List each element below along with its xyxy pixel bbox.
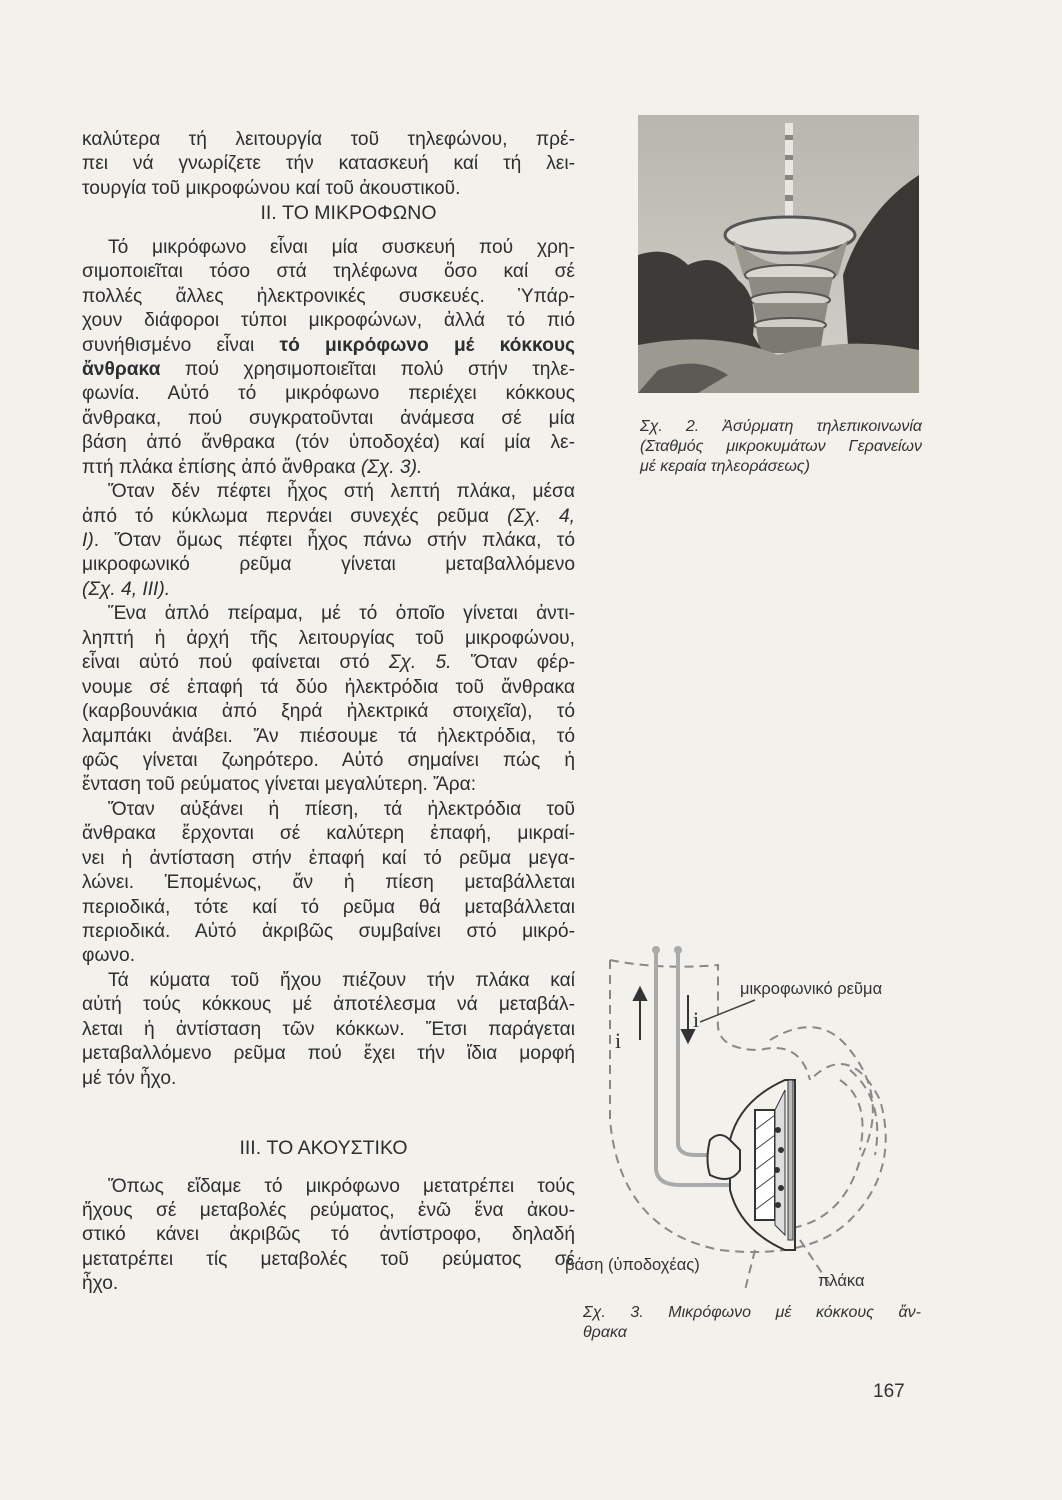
- label-current-i: i: [615, 1028, 622, 1053]
- figure-2-caption: [640, 417, 922, 477]
- text-line: Ὅταν αὐξάνει ἡ πίεση, τά ἠλεκτρόδια τοῦ: [108, 798, 575, 820]
- bold-term: τό μικρόφωνο μέ κόκκους: [279, 334, 575, 356]
- text-line: μέ τόν ἦχο.: [82, 1067, 177, 1089]
- text-line: μικροφωνικό ρεῦμα γίνεται μεταβαλλόμενο: [82, 554, 575, 576]
- text-line: Τά κύματα τοῦ ἤχου πιέζουν τήν πλάκα καί: [108, 969, 575, 991]
- text-span: πού χρησιμοποιεῖται πολύ στήν τηλε-: [160, 358, 575, 380]
- text-line: [82, 529, 575, 553]
- section-heading-microphone: II. ΤΟ ΜΙΚΡΟΦΩΝΟ: [260, 202, 437, 225]
- text-line: λεται ἡ ἀντίσταση τῶν κόκκων. Ἔτσι παράγεται: [82, 1018, 575, 1040]
- text-line: περιοδικά, τότε καί τό ρεῦμα θά μεταβάλλεται: [82, 896, 575, 918]
- text-line: περιοδικά. Αὐτό ἀκριβῶς συμβαίνει στό μικρό-: [82, 921, 575, 942]
- text-line: Ἕνα ἁπλό πείραμα, μέ τό ὁποῖο γίνεται ἀντι-: [108, 603, 575, 625]
- figure-reference: (Σχ. 4,: [507, 505, 575, 527]
- text-span: εἶναι αὐτό πού φαίνεται στό: [82, 652, 389, 674]
- main-text-column: [82, 128, 575, 1297]
- text-line: σιμοποιεῖται τόσο στά τηλέφωνα ὅσο καί σέ: [82, 261, 575, 283]
- text-line: φωνία. Αὐτό τό μικρόφωνο περιέχει κόκκους: [82, 383, 575, 405]
- caption-line: Σχ. 3. Μικρόφωνο μέ κόκκους ἄν-: [583, 1304, 921, 1321]
- text-line: [82, 456, 575, 480]
- label-plate: πλάκα: [818, 1272, 865, 1290]
- text-line: [82, 651, 575, 675]
- label-current-i: i: [693, 1007, 700, 1032]
- text-line: βάση ἀπό ἄνθρακα (τόν ὑποδοχέα) καί μία λε-: [82, 432, 575, 454]
- text-span: ἀπό τό κύκλωμα περνάει συνεχές ρεῦμα: [82, 505, 508, 527]
- text-line: λαμπάκι ἀνάβει. Ἄν πιέσουμε τά ἠλεκτρόδια, τό: [82, 725, 575, 747]
- text-line: λώνει. Ἑπομένως, ἄν ἡ πίεση μεταβάλλεται: [82, 872, 575, 894]
- text-line: [82, 358, 575, 382]
- section-heading-earpiece: III. ΤΟ ΑΚΟΥΣΤΙΚΟ: [239, 1137, 408, 1160]
- figure-reference: I): [82, 530, 94, 551]
- text-line: στικό κάνει ἀκριβῶς τό ἀντίστροφο, δηλαδή: [82, 1224, 575, 1246]
- text-line: νει ἡ ἀντίσταση στήν ἐπαφή καί τό ρεῦμα μεγα-: [82, 847, 575, 869]
- text-line: [82, 578, 575, 602]
- text-span: συνήθισμένο εἶναι: [82, 334, 280, 356]
- text-line: φωνο.: [82, 945, 136, 967]
- figure-3-caption: [583, 1303, 921, 1343]
- text-line: ληπτή ἡ ἀρχή τῆς λειτουργίας τοῦ μικροφώνου,: [82, 627, 575, 649]
- caption-line: μέ κεραία τηλεοράσεως): [640, 458, 810, 475]
- text-line: Ὅταν δέν πέφτει ἦχος στή λεπτή πλάκα, μέσα: [108, 481, 575, 503]
- text-span: πτή πλάκα ἐπίσης ἀπό ἄνθρακα: [82, 456, 361, 478]
- bold-term: ἄνθρακα: [82, 358, 161, 380]
- text-line: νουμε σέ ἐπαφή τά δύο ἠλεκτρόδια τοῦ ἄνθρακα: [82, 676, 575, 698]
- text-line: ἄνθρακα ἔρχονται σέ καλύτερη ἐπαφή, μικραί-: [82, 823, 575, 845]
- caption-line: Σχ. 2. Ἀσύρματη τηλεπικοινωνία: [640, 418, 922, 435]
- text-line: αὐτή τούς κόκκους μέ ἀποτέλεσμα νά μεταβάλ-: [82, 994, 575, 1016]
- text-line: ἄνθρακα, πού συγκρατοῦνται ἀνάμεσα σέ μία: [82, 407, 575, 429]
- text-line: Τό μικρόφωνο εἶναι μία συσκευή πού χρη-: [108, 236, 575, 258]
- figure-reference: (Σχ. 3).: [360, 456, 423, 478]
- text-line: μετατρέπει τίς μεταβολές τοῦ ρεύματος σέ: [82, 1248, 575, 1270]
- text-line: [82, 505, 575, 529]
- label-microphone-current: μικροφωνικό ρεῦμα: [740, 980, 883, 998]
- text-line: χουν διάφοροι τύποι μικροφώνων, ἀλλά τό πιό: [82, 310, 575, 332]
- text-line: μεταβαλλόμενο ρεῦμα πού ἔχει τήν ἴδια μορφή: [82, 1043, 575, 1065]
- figure-reference: (Σχ. 4, III).: [82, 578, 171, 600]
- text-line: (καρβουνάκια ἀπό ξηρά ἠλεκτρικά στοιχεῖα), τό: [82, 701, 575, 723]
- text-line: [82, 334, 575, 358]
- figure-reference: Σχ. 5.: [388, 652, 452, 674]
- label-base: βάση (ὑποδοχέας): [565, 1256, 700, 1274]
- text-span: Ὅταν φέρ-: [451, 652, 575, 674]
- text-line: φῶς γίνεται ζωηρότερο. Αὐτό σημαίνει πώς ἡ: [82, 749, 575, 771]
- caption-line: θρακα: [583, 1324, 627, 1341]
- text-line: πει νά γνωρίζετε τήν κατασκευή καί τή λει-: [82, 153, 575, 175]
- tower-photo: [638, 115, 919, 393]
- text-line: Ὅπως εἴδαμε τό μικρόφωνο μετατρέπει τούς: [108, 1175, 575, 1197]
- text-line: τουργία τοῦ μικροφώνου καί τοῦ ἀκουστικοῦ.: [82, 177, 461, 199]
- text-line: ἦχο.: [82, 1273, 119, 1295]
- text-span: . Ὅταν ὅμως πέφτει ἦχος πάνω στήν πλάκα, τό: [93, 530, 575, 551]
- page-number: 167: [873, 1381, 905, 1402]
- text-line: ἔνταση τοῦ ρεύματος γίνεται μεγαλύτερη. Ἄρα:: [82, 774, 477, 796]
- text-line: ἤχους σέ μεταβολές ρεύματος, ἐνῶ ἕνα ἀκου-: [82, 1199, 575, 1221]
- caption-line: (Σταθμός μικροκυμάτων Γερανείων: [640, 438, 922, 455]
- text-line: πολλές ἄλλες ἠλεκτρονικές συσκευές. Ὑπάρ-: [82, 285, 575, 307]
- text-line: καλύτερα τή λειτουργία τοῦ τηλεφώνου, πρέ-: [82, 129, 575, 150]
